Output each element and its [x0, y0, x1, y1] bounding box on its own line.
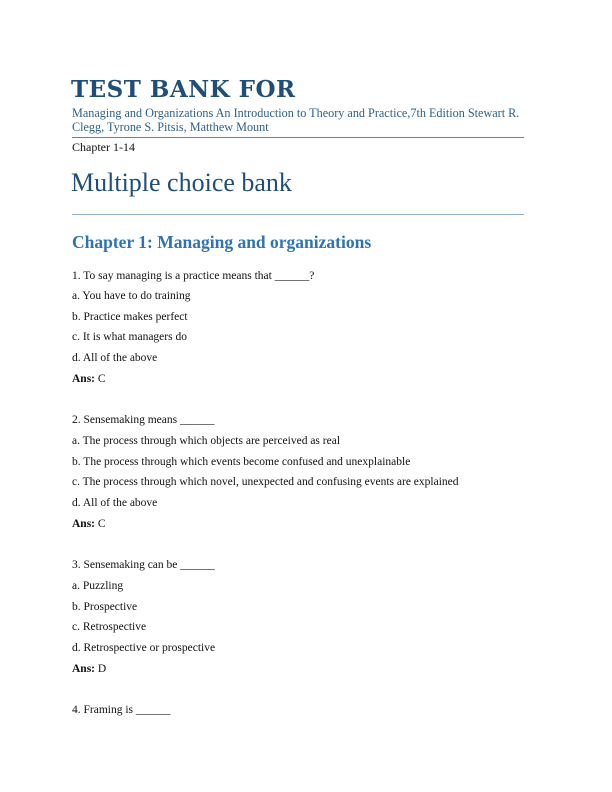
question-1-option-a: a. You have to do training [72, 290, 191, 302]
title-divider [72, 214, 524, 215]
question-1: 1. To say managing is a practice means that ______? [72, 270, 315, 282]
question-3-option-c: c. Retrospective [72, 621, 147, 633]
question-4: 4. Framing is ______ [72, 704, 171, 716]
answer-label: Ans: [72, 663, 96, 675]
test-bank-brand: TEST BANK FOR [71, 76, 296, 103]
question-2-option-b: b. The process through which events become confused and unexplainable [72, 456, 411, 468]
header-divider [72, 137, 524, 138]
question-3: 3. Sensemaking can be ______ [72, 559, 215, 571]
question-2-option-c: c. The process through which novel, unexpected and confusing events are explained [72, 476, 459, 488]
answer-value: C [97, 373, 106, 385]
question-1-option-d: d. All of the above [72, 352, 158, 364]
answer-label: Ans: [72, 373, 96, 385]
chapter-heading: Chapter 1: Managing and organizations [72, 232, 372, 252]
book-subtitle: Managing and Organizations An Introduction to Theory and Practice,7th Edition Stewart R. Clegg, Tyrone S. Pitsis, Matthew Mount [72, 106, 520, 134]
answer-value: D [97, 663, 107, 675]
question-1-option-c: c. It is what managers do [72, 331, 187, 343]
page-title: Multiple choice bank [71, 168, 292, 197]
question-2-option-d: d. All of the above [72, 497, 158, 509]
answer-value: C [97, 518, 106, 530]
question-1-answer [72, 372, 106, 386]
question-2-answer [72, 517, 106, 531]
question-3-option-a: a. Puzzling [72, 580, 124, 592]
answer-label: Ans: [72, 518, 96, 530]
question-2: 2. Sensemaking means ______ [72, 414, 215, 426]
question-3-answer [72, 662, 106, 676]
question-3-option-d: d. Retrospective or prospective [72, 642, 216, 654]
chapter-range: Chapter 1-14 [72, 140, 135, 154]
question-2-option-a: a. The process through which objects are perceived as real [72, 435, 341, 447]
question-3-option-b: b. Prospective [72, 601, 138, 613]
question-1-option-b: b. Practice makes perfect [72, 311, 188, 323]
